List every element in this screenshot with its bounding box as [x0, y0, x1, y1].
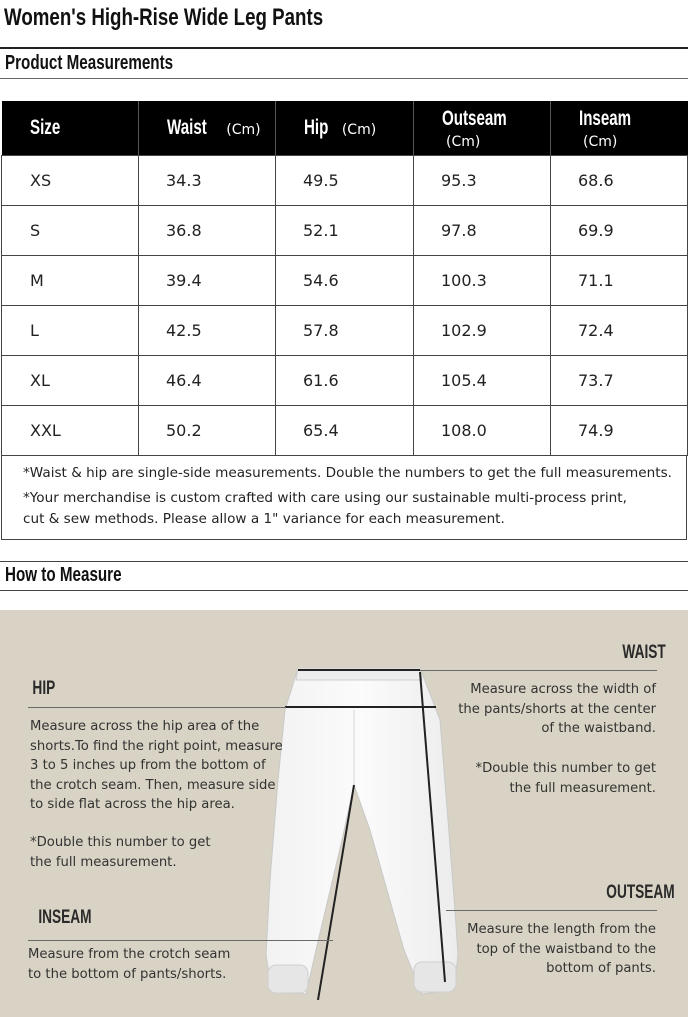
outseam-instructions: Measure the length from the top of the waistband to the bottom of pants. [467, 922, 656, 976]
section-divider [0, 590, 688, 591]
cell-hip: 54.6 [276, 256, 414, 306]
cell-hip: 57.8 [276, 306, 414, 356]
size-table [1, 101, 688, 456]
hip-title: HIP [32, 678, 56, 699]
cell-outseam: 95.3 [414, 156, 551, 206]
measure-guide [0, 610, 688, 1017]
cell-inseam: 72.4 [551, 306, 688, 356]
section-divider [0, 561, 688, 562]
cell-size: S [2, 206, 139, 256]
section-divider [0, 78, 688, 79]
header-outseam: Outseam(Cm) [414, 101, 551, 156]
note-variance: cut & sew methods. Please allow a 1" variance for each measurement. [23, 511, 505, 527]
cell-hip: 49.5 [276, 156, 414, 206]
table-row [2, 206, 688, 256]
cell-size: XS [2, 156, 139, 206]
page-title: Women's High-Rise Wide Leg Pants [4, 4, 324, 31]
cell-hip: 61.6 [276, 356, 414, 406]
waist-instructions: Measure across the width of the pants/shorts at the center of the waistband. [458, 682, 656, 736]
cell-outseam: 97.8 [414, 206, 551, 256]
table-header-row [2, 101, 688, 156]
inseam-title: INSEAM [38, 907, 92, 928]
cell-inseam: 69.9 [551, 206, 688, 256]
table-row [2, 306, 688, 356]
cell-size: XL [2, 356, 139, 406]
header-waist: Waist (Cm) [139, 101, 276, 156]
waist-title: WAIST [622, 642, 666, 663]
note-single-side: *Waist & hip are single-side measurements. Double the numbers to get the full measurements. [23, 465, 672, 481]
cell-waist: 34.3 [139, 156, 276, 206]
inseam-instructions: Measure from the crotch seam to the bottom of pants/shorts. [28, 947, 231, 982]
cell-hip: 65.4 [276, 406, 414, 456]
hip-leader-line [28, 707, 286, 708]
table-row [2, 156, 688, 206]
cell-outseam: 108.0 [414, 406, 551, 456]
measurement-notes [1, 455, 687, 540]
how-to-measure-heading: How to Measure [5, 564, 122, 586]
cell-waist: 36.8 [139, 206, 276, 256]
outseam-leader-line [446, 910, 657, 911]
cell-inseam: 68.6 [551, 156, 688, 206]
cell-inseam: 71.1 [551, 256, 688, 306]
table-row [2, 406, 688, 456]
cell-waist: 39.4 [139, 256, 276, 306]
header-hip: Hip (Cm) [276, 101, 414, 156]
header-inseam: Inseam(Cm) [551, 101, 688, 156]
cell-outseam: 102.9 [414, 306, 551, 356]
title-divider [0, 47, 688, 49]
cell-waist: 46.4 [139, 356, 276, 406]
table-row [2, 356, 688, 406]
cell-outseam: 100.3 [414, 256, 551, 306]
product-measurements-heading: Product Measurements [5, 52, 174, 74]
cell-inseam: 74.9 [551, 406, 688, 456]
cell-inseam: 73.7 [551, 356, 688, 406]
inseam-leader-line [28, 940, 333, 941]
cell-size: XXL [2, 406, 139, 456]
note-custom-crafted: *Your merchandise is custom crafted with care using our sustainable multi-process print, [23, 490, 627, 506]
waist-leader-line [420, 670, 657, 671]
cell-outseam: 105.4 [414, 356, 551, 406]
hip-note: *Double this number to get the full measurement. [30, 835, 211, 870]
header-size: Size [2, 101, 139, 156]
waist-note: *Double this number to get the full measurement. [475, 761, 656, 796]
cell-waist: 42.5 [139, 306, 276, 356]
cell-waist: 50.2 [139, 406, 276, 456]
hip-instructions: Measure across the hip area of the shorts.To find the right point, measure 3 to 5 inches up from the bottom of the crotch seam. Then, measure side to side flat across the hip area. [30, 719, 283, 812]
cell-hip: 52.1 [276, 206, 414, 256]
cell-size: M [2, 256, 139, 306]
cell-size: L [2, 306, 139, 356]
table-row [2, 256, 688, 306]
outseam-title: OUTSEAM [606, 882, 675, 903]
